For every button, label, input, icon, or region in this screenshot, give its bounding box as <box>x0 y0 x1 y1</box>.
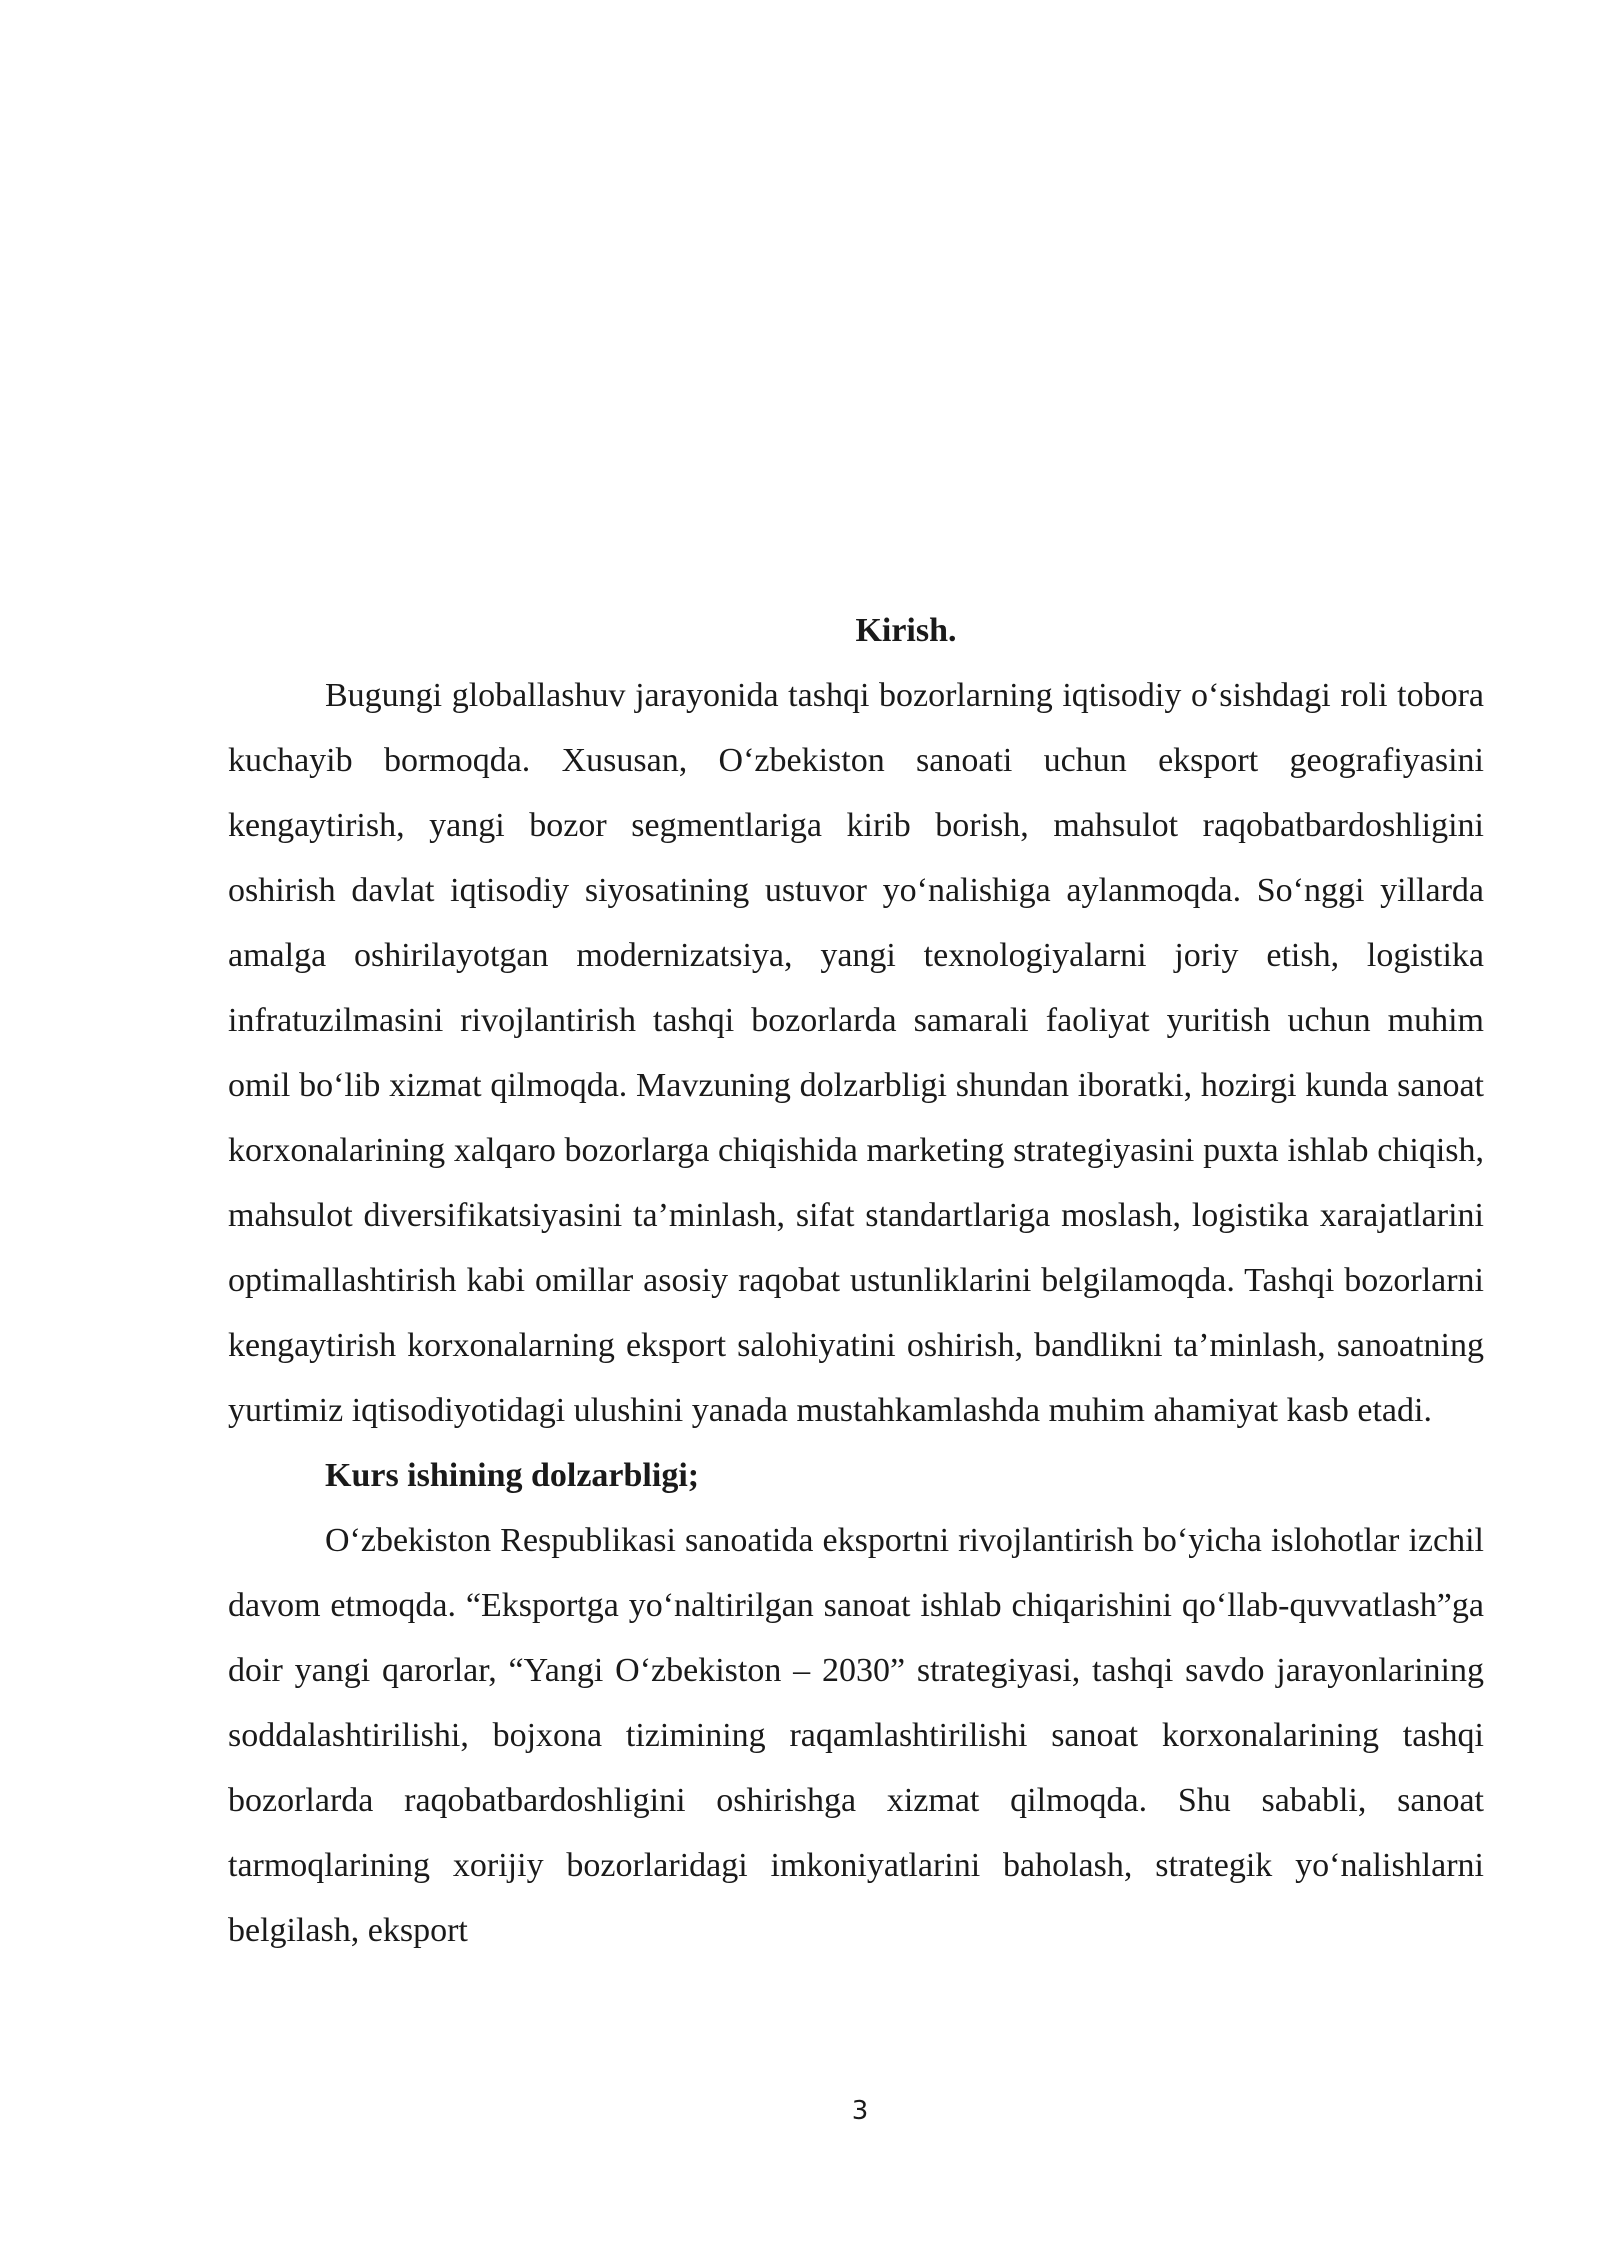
relevance-subheading: Kurs ishining dolzarbligi; <box>325 1457 700 1494</box>
page-body <box>228 598 1484 1963</box>
section-title: Kirish. <box>855 612 957 649</box>
page-number: 3 <box>851 2096 869 2126</box>
intro-paragraph: Bugungi globallashuv jarayonida tashqi bozorlarning iqtisodiy o‘sishdagi roli tobora kuchayib bormoqda. Xususan, O‘zbekiston sanoati uchun eksport geografiyasini kengaytirish, yangi bozor segmentlariga kirib borish, mahsulot raqobatbardoshligini oshirish davlat iqtisodiy siyosatining ustuvor yo‘nalishiga aylanmoqda. So‘nggi yillarda amalga oshirilayotgan modernizatsiya, yangi texnologiyalarni joriy etish, logistika infratuzilmasini rivojlantirish tashqi bozorlarda samarali faoliyat yuritish uchun muhim omil bo‘lib xizmat qilmoqda. Mavzuning dolzarbligi shundan iboratki, hozirgi kunda sanoat korxonalarining xalqaro bozorlarga chiqishida marketing strategiyasini puxta ishlab chiqish, mahsulot diversifikatsiyasini ta’minlash, sifat standartlariga moslash, logistika xarajatlarini optimallashtirish kabi omillar asosiy raqobat ustunliklarini belgilamoqda. Tashqi bozorlarni kengaytirish korxonalarning eksport salohiyatini oshirish, bandlikni ta’minlash, sanoatning yurtimiz iqtisodiyotidagi ulushini yanada mustahkamlashda muhim ahamiyat kasb etadi. <box>228 677 1484 1429</box>
relevance-paragraph: O‘zbekiston Respublikasi sanoatida eksportni rivojlantirish bo‘yicha islohotlar izchil davom etmoqda. “Eksportga yo‘naltirilgan sanoat ishlab chiqarishini qo‘llab-quvvatlash”ga doir yangi qarorlar, “Yangi O‘zbekiston – 2030” strategiyasi, tashqi savdo jarayonlarining soddalashtirilishi, bojxona tizimining raqamlashtirilishi sanoat korxonalarining tashqi bozorlarda raqobatbardoshligini oshirishga xizmat qilmoqda. Shu sababli, sanoat tarmoqlarining xorijiy bozorlaridagi imkoniyatlarini baholash, strategik yo‘nalishlarni belgilash, eksport <box>228 1522 1484 1949</box>
